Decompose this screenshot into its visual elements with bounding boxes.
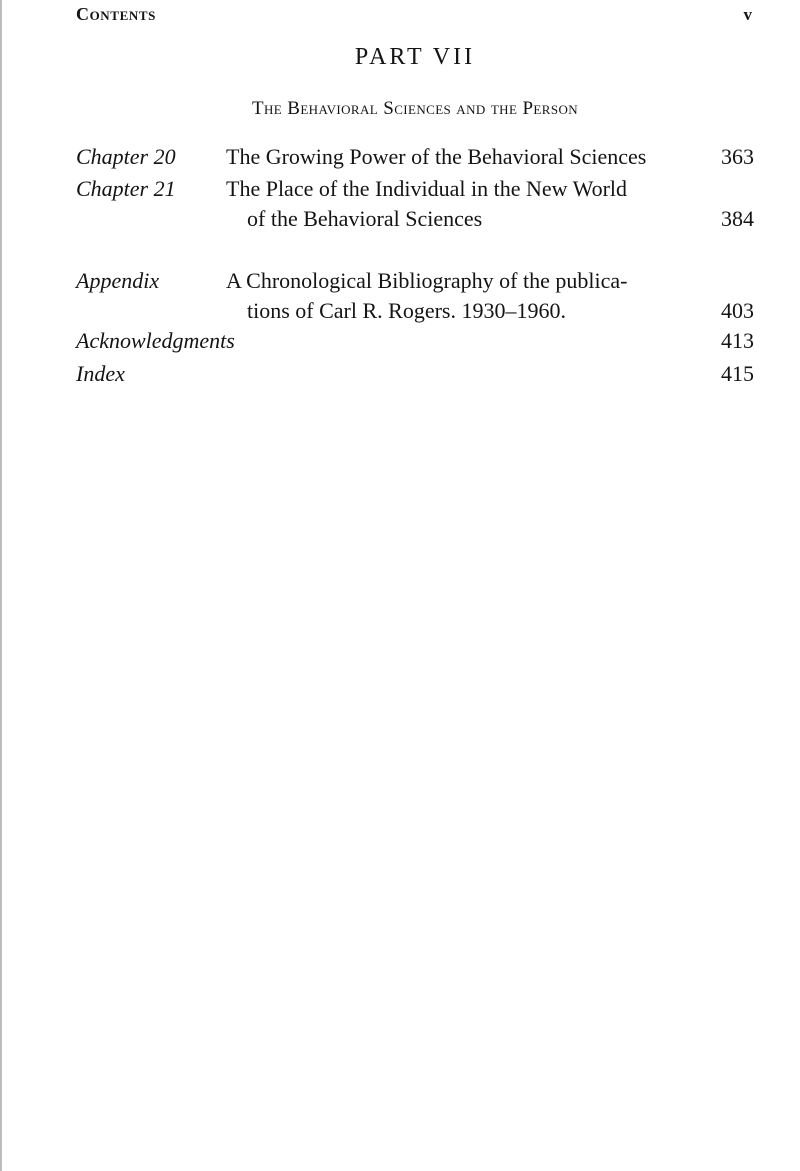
toc-entry-label: Chapter 20: [76, 144, 176, 169]
toc-entry-title-line: The Place of the Individual in the New World: [226, 176, 628, 201]
running-head: [76, 4, 752, 28]
toc-entry-page: 384: [721, 206, 754, 231]
toc-entry-appendix[interactable]: [76, 266, 754, 328]
toc-entry-chapter-21[interactable]: [76, 174, 754, 234]
toc-entry-index[interactable]: [76, 359, 754, 389]
toc-entry-chapter-20[interactable]: [76, 142, 754, 172]
toc-entry-label: Index: [76, 361, 125, 386]
toc-entry-acknowledgments[interactable]: [76, 326, 754, 356]
toc-entry-title[interactable]: [226, 266, 700, 326]
toc-entry-page: 363: [721, 144, 754, 169]
toc-entry-title-line: A Chronological Bibliography of the publica-: [226, 268, 628, 293]
toc-entry-title-continuation: of the Behavioral Sciences: [247, 206, 483, 231]
toc-entry-title[interactable]: [226, 142, 706, 172]
toc-entry-title-line: The Growing Power of the Behavioral Sciences: [226, 144, 647, 169]
toc-entry-page: 403: [721, 298, 754, 323]
toc-entry-page: 415: [721, 361, 754, 386]
toc-entry-title[interactable]: [226, 174, 700, 234]
part-subtitle: The Behavioral Sciences and the Person: [251, 98, 579, 119]
toc-entry-title-continuation: tions of Carl R. Rogers. 1930–1960.: [247, 298, 566, 323]
part-title: PART VII: [354, 44, 476, 70]
toc-entry-page: 413: [721, 328, 754, 353]
toc-entry-label: Chapter 21: [76, 176, 176, 201]
toc-entry-label: Acknowledgments: [76, 328, 235, 353]
page-edge-rule: [0, 0, 2, 1171]
running-head-title: Contents: [76, 4, 156, 24]
toc-entry-label: Appendix: [76, 268, 160, 293]
page-number: v: [743, 5, 752, 24]
